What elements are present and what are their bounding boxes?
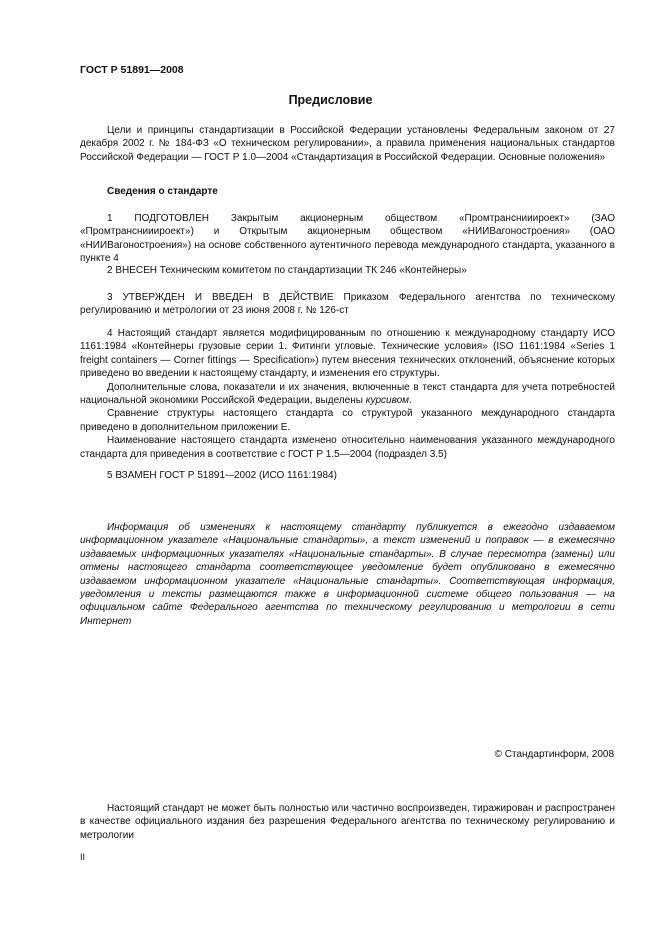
item4-paragraph-1: 4 Настоящий стандарт является модифицированным по отношению к международному стандарту ИСО 1161:1984 «Контейнеры грузовые серии 1. Фитинги угловые. Технические условия» (ISO 1161:1984 «Series 1 freight containers — Corner fittings — Specification») путем внесения технических отклонений, объяснение которых приведено во введении к настоящему стандарту, и изменения его структуры. bbox=[80, 328, 615, 380]
item5-paragraph: 5 ВЗАМЕН ГОСТ Р 51891-–2002 (ИСО 1161:1984) bbox=[107, 470, 337, 481]
section-title: Предисловие bbox=[288, 93, 373, 107]
intro-block bbox=[80, 124, 615, 164]
item4-paragraph-2 bbox=[80, 381, 615, 408]
item4-paragraph-3: Сравнение структуры настоящего стандарта со структурой указанного международного стандарта приведено в дополнительном приложении Е. bbox=[80, 408, 615, 433]
info-paragraph: Информация об изменениях к настоящему стандарту публикуется в ежегодно издаваемом информационном указателе «Национальные стандарты», а текст изменений и поправок — в ежемесячно издаваемых информационных указателях «Национальные стандарты». В случае пересмотра (замены) или отмены настоящего стандарта соответствующее уведомление будет опубликовано в ежемесячно издаваемом информационном указателе «Национальные стандарты». Соответствующая информация, уведомления и тексты размещаются также в информационной системе общего пользования — на официальном сайте Федерального агентства по техническому регулированию и метрологии в сети Интернет bbox=[80, 522, 615, 627]
subheading: Сведения о стандарте bbox=[107, 186, 218, 197]
item4-p2-end: . bbox=[408, 395, 412, 407]
item1-block bbox=[80, 212, 615, 266]
item4-paragraph-4: Наименование настоящего стандарта изменено относительно наименования указанного международного стандарта для приведения в соответствие с ГОСТ Р 1.5—2004 (подраздел 3.5) bbox=[80, 435, 615, 460]
page-number: II bbox=[80, 852, 86, 862]
item3-paragraph: 3 УТВЕРЖДЕН И ВВЕДЕН В ДЕЙСТВИЕ Приказом Федерального агентства по техническому регулированию и метрологии от 23 июня 2008 г. № 126-ст bbox=[80, 292, 615, 317]
intro-paragraph: Цели и принципы стандартизации в Российской Федерации установлены Федеральным законом от 27 декабря 2002 г. № 184-ФЗ «О техническом регулировании», а правила применения национальных стандартов Российской Федерации — ГОСТ Р 1.0—2004 «Стандартизация в Российской Федерации. Основные положения» bbox=[80, 125, 615, 163]
copyright-line: © Стандартинформ, 2008 bbox=[494, 749, 614, 760]
item1-paragraph: 1 ПОДГОТОВЛЕН Закрытым акционерным обществом «Промтранснииироект» (ЗАО «Промтранснииироект») и Открытым акционерным обществом «НИИВагоностроения» (ОАО «НИИВагоностроения») на основе собственного аутентичного перевода международного стандарта, указанного в пункте 4 bbox=[80, 213, 615, 265]
item4-p2-italic: курсивом bbox=[365, 395, 409, 407]
item4-block bbox=[80, 327, 615, 461]
item3-block bbox=[80, 291, 615, 318]
info-block bbox=[80, 521, 615, 628]
item2-paragraph: 2 ВНЕСЕН Техническим комитетом по стандартизации ТК 246 «Контейнеры» bbox=[107, 265, 467, 276]
notice-block bbox=[80, 802, 615, 842]
notice-paragraph: Настоящий стандарт не может быть полностью или частично воспроизведен, тиражирован и распространен в качестве официального издания без разрешения Федерального агентства по техническому регулированию и метрологии bbox=[80, 803, 615, 841]
item5-block bbox=[80, 469, 615, 482]
document-header: ГОСТ Р 51891—2008 bbox=[80, 64, 184, 76]
item4-p2-text: Дополнительные слова, показатели и их значения, включенные в текст стандарта для учета потребностей национальной экономики Российской Федерации, выделены bbox=[80, 381, 615, 407]
item2-block bbox=[80, 264, 615, 277]
